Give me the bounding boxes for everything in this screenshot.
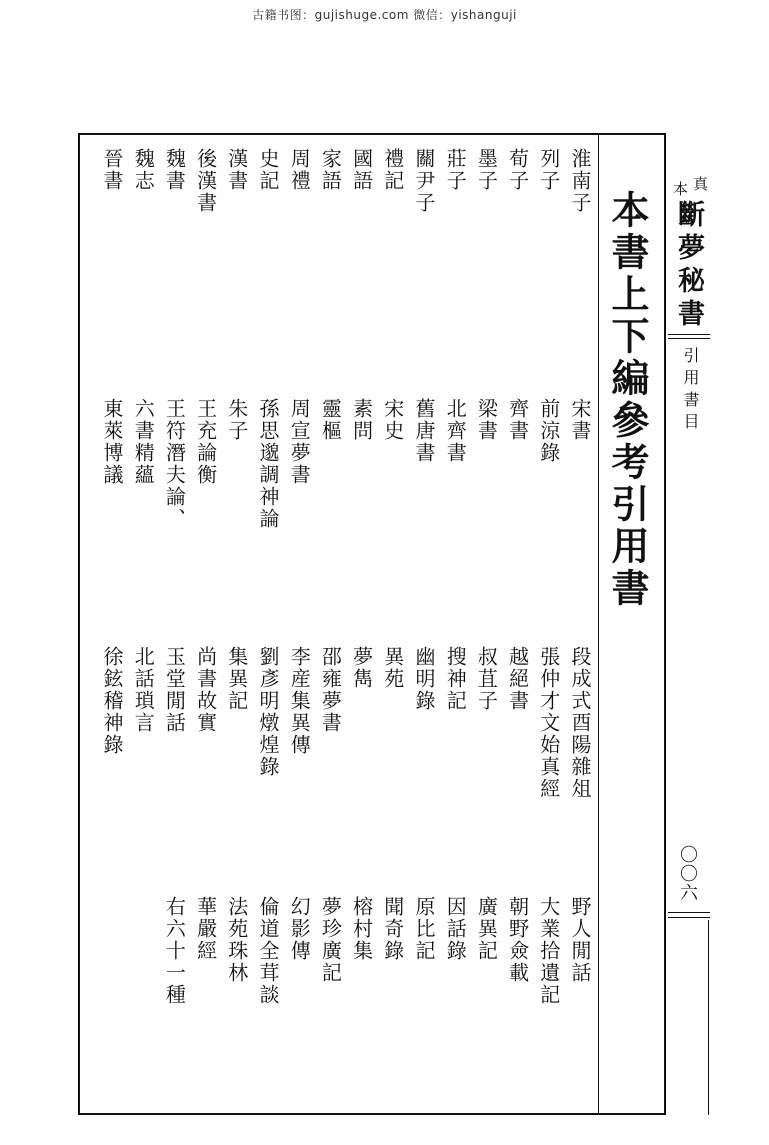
book-title-entry: 大業拾遺記 — [536, 896, 561, 1006]
book-title-entry: 搜神記 — [443, 646, 468, 712]
book-title-entry: 北齊書 — [443, 398, 468, 464]
book-title-entry: 齊書 — [505, 398, 530, 442]
book-title-entry: 漢書 — [224, 148, 249, 192]
edition-label-top: 真 — [691, 176, 709, 193]
book-title-entry: 集異記 — [224, 646, 249, 712]
book-title-entry: 後漢書 — [193, 148, 218, 214]
book-title-entry: 右六十一種 — [162, 896, 187, 1006]
book-title-entry: 徐鉉稽神錄 — [100, 646, 124, 756]
book-title-entry: 夢雋 — [349, 646, 374, 690]
book-title-entry: 荀子 — [505, 148, 530, 192]
page-title: 本書上下編參考引用書 — [605, 190, 650, 610]
book-title-entry: 魏志 — [131, 148, 156, 192]
book-title-entry: 朱子 — [224, 398, 249, 442]
book-title-entry: 聞奇錄 — [380, 896, 405, 962]
book-title-entry: 周宣夢書 — [287, 398, 312, 486]
book-title-entry: 國語 — [349, 148, 374, 192]
book-title-entry: 北話瑣言 — [131, 646, 156, 734]
page-rule-2 — [668, 917, 710, 918]
book-title: 斷夢秘書 — [673, 200, 704, 332]
header-rule-1 — [668, 334, 710, 335]
book-title-entry: 野人閒話 — [568, 896, 592, 984]
page-edge-rule — [708, 920, 709, 1115]
book-title-entry: 莊子 — [443, 148, 468, 192]
book-title-entry: 榕村集 — [349, 896, 374, 962]
book-title-entry: 禮記 — [380, 148, 405, 192]
book-title-entry: 靈樞 — [318, 398, 343, 442]
book-title-entry: 列子 — [536, 148, 561, 192]
book-title-entry: 叔苴子 — [474, 646, 499, 712]
book-title-entry: 周禮 — [287, 148, 312, 192]
book-title-entry: 王充論衡 — [193, 398, 218, 486]
book-title-entry: 異苑 — [380, 646, 405, 690]
book-title-entry: 東萊博議 — [100, 398, 124, 486]
book-title-entry: 華嚴經 — [193, 896, 218, 962]
book-title-entry: 越絕書 — [505, 646, 530, 712]
book-title-entry: 尚書故實 — [193, 646, 218, 734]
book-title-entry: 素問 — [349, 398, 374, 442]
book-title-entry: 因話錄 — [443, 896, 468, 962]
title-divider — [598, 135, 599, 1113]
page-number: 〇〇六 — [677, 845, 698, 902]
book-title-entry: 朝野僉載 — [505, 896, 530, 984]
book-title-entry: 法苑珠林 — [224, 896, 249, 984]
section-title: 引用書目 — [681, 347, 700, 435]
watermark: 古籍书图：gujishuge.com 微信：yishanguji — [252, 8, 517, 22]
book-title-entry: 前涼錄 — [536, 398, 561, 464]
book-title-entry: 段成式酉陽雜俎 — [568, 646, 592, 800]
book-title-entry: 關尹子 — [412, 148, 436, 214]
book-title-entry: 舊唐書 — [412, 398, 436, 464]
book-title-entry: 李産集異傳 — [287, 646, 312, 756]
book-title-entry: 張仲才文始真經 — [536, 646, 561, 800]
book-title-entry: 原比記 — [412, 896, 436, 962]
book-title-entry: 宋史 — [380, 398, 405, 442]
book-title-entry: 宋書 — [568, 398, 592, 442]
header-rule-2 — [668, 338, 710, 339]
book-title-entry: 晉書 — [100, 148, 124, 192]
book-title-entry: 王符潛夫論、 — [162, 398, 187, 530]
book-title-entry: 梁書 — [474, 398, 499, 442]
page-rule-1 — [668, 912, 710, 913]
book-title-entry: 六書精蘊 — [131, 398, 156, 486]
book-title-entry: 魏書 — [162, 148, 187, 192]
book-title-entry: 廣異記 — [474, 896, 499, 962]
book-title-entry: 孫思邈調神論 — [256, 398, 280, 530]
book-title-entry: 倫道全茸談 — [256, 896, 280, 1006]
book-title-entry: 幽明錄 — [412, 646, 436, 712]
book-title-entry: 劉彥明燉煌錄 — [256, 646, 280, 778]
book-title-entry: 淮南子 — [568, 148, 592, 214]
book-title-entry: 邵雍夢書 — [318, 646, 343, 734]
book-title-entry: 玉堂閒話 — [162, 646, 187, 734]
book-title-entry: 墨子 — [474, 148, 499, 192]
book-title-entry: 史記 — [256, 148, 280, 192]
book-title-entry: 家語 — [318, 148, 343, 192]
book-title-entry: 幻影傳 — [287, 896, 312, 962]
edition-label-bottom: 本 — [671, 181, 689, 198]
book-title-entry: 夢珍廣記 — [318, 896, 343, 984]
